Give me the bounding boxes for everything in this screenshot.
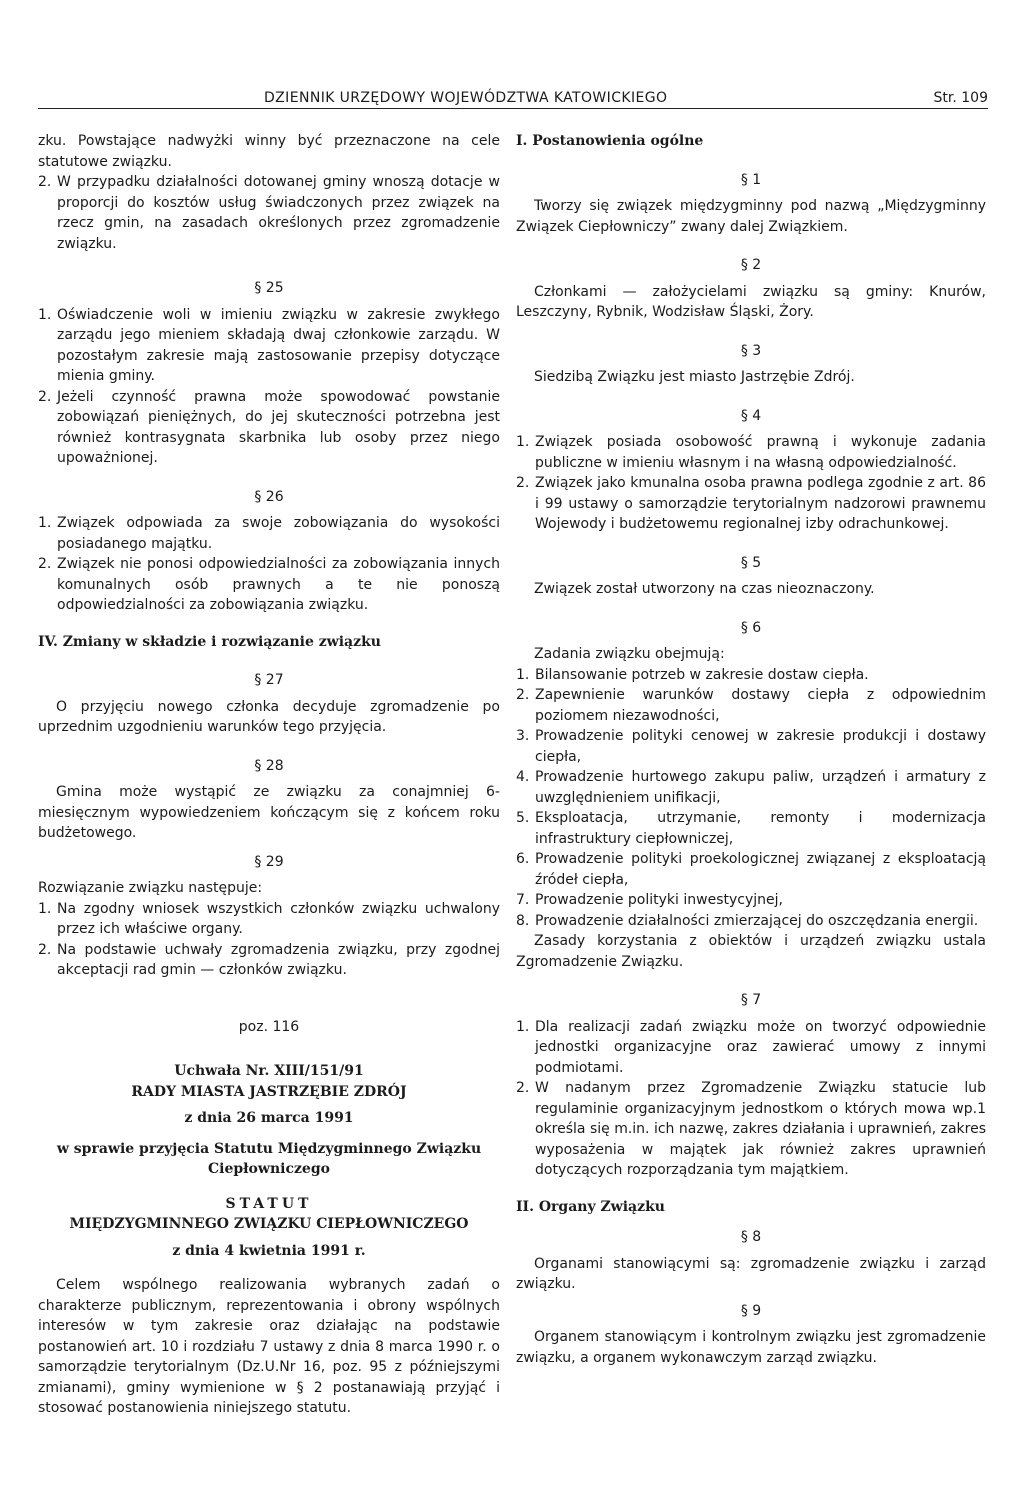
section-heading: § 29 (254, 853, 284, 870)
journal-title: DZIENNIK URZĘDOWY WOJEWÓDZTWA KATOWICKIEGO (264, 90, 668, 106)
list-item: 1. Dla realizacji zadań związku może on tworzyć odpowiednie jednostki organizacyjne oraz zawierać umowy z innymi podmiotami. (516, 1018, 986, 1076)
section-heading: § 7 (740, 992, 762, 1008)
list-item: 3. Prowadzenie polityki cenowej w zakresie produkcji i dostawy ciepła, (516, 728, 986, 765)
list-item: 2. Zapewnienie warunków dostawy ciepła z odpowiednim poziomem niezawodności, (516, 687, 986, 724)
list-item: 5. Eksploatacja, utrzymanie, remonty i modernizacja infrastruktury ciepłowniczej, (516, 810, 986, 847)
paragraph: Związek został utworzony na czas nieoznaczony. (534, 581, 875, 597)
list-item: 7. Prowadzenie polityki inwestycyjnej, (516, 892, 783, 908)
section-heading: § 4 (740, 407, 762, 424)
page-header (38, 86, 988, 109)
list-item: 2. Na podstawie uchwały zgromadzenia związku, przy zgodnej akceptacji rad gmin — członków związku. (38, 941, 500, 978)
paragraph: zku. Powstające nadwyżki winny być przeznaczone na cele statutowe związku. (38, 133, 500, 170)
list-item: 1. Oświadczenie woli w imieniu związku w zakresie zwykłego zarządu jego mieniem składają dwaj członkowie zarządu. W pozostałym zakresie mają zastosowanie przepisy dotyczące mienia gminy. (38, 306, 500, 384)
list-item: 2. Jeżeli czynność prawna może spowodować powstanie zobowiązań pieniężnych, do jej skuteczności potrzebna jest również kontrasygnata skarbnika lub osoby przez niego upoważnionej. (38, 388, 500, 466)
union-name: MIĘDZYGMINNEGO ZWIĄZKU CIEPŁOWNICZEGO (69, 1216, 469, 1232)
list-item: 1. Bilansowanie potrzeb w zakresie dostaw ciepła. (516, 666, 869, 683)
statute-date: z dnia 4 kwietnia 1991 r. (172, 1242, 366, 1259)
list-item: 1. Na zgodny wniosek wszystkich członków związku uchwalony przez ich właściwe organy. (38, 900, 500, 937)
paragraph: Tworzy się związek międzygminny pod nazwą „Międzygminny Związek Ciepłowniczy” zwany dalej Związkiem. (516, 198, 986, 235)
paragraph: Członkami — założycielami związku są gminy: Knurów, Leszczyny, Rybnik, Wodzisław Śląski, Żory. (516, 283, 986, 320)
section-heading: § 8 (740, 1229, 762, 1245)
resolution-title: Uchwała Nr. XIII/151/91 (174, 1063, 364, 1079)
left-column (38, 131, 500, 1419)
section-heading: § 26 (254, 488, 284, 505)
tasks-list (516, 665, 986, 932)
resolution-subject: w sprawie przyjęcia Statutu Międzygminnego Związku Ciepłowniczego (56, 1140, 482, 1177)
council-name: RADY MIASTA JASTRZĘBIE ZDRÓJ (131, 1083, 407, 1100)
page-number: Str. 109 (933, 90, 988, 106)
paragraph: Siedzibą Związku jest miasto Jastrzębie Zdrój. (534, 369, 855, 385)
statute-title: STATUT (225, 1195, 313, 1212)
section-heading: § 1 (740, 171, 762, 188)
paragraph: Organem stanowiącym i kontrolnym związku jest zgromadzenie związku, a organem wykonawczym zarząd związku. (516, 1329, 986, 1366)
right-column (516, 131, 986, 1368)
resolution-date: z dnia 26 marca 1991 (184, 1110, 354, 1126)
list-item: 1. Związek odpowiada za swoje zobowiązania do wysokości posiadanego majątku. (38, 515, 500, 552)
section-heading: § 5 (740, 554, 762, 571)
section-heading: § 9 (740, 1302, 762, 1319)
section-heading: § 27 (254, 672, 284, 688)
section-heading: § 28 (254, 757, 284, 774)
list-item: 8. Prowadzenie działalności zmierzającej do oszczędzania energii. (516, 912, 979, 929)
preamble: Celem wspólnego realizowania wybranych zadań o charakterze publicznym, reprezentowania i obrony wspólnych interesów w tym zakresie oraz działając na podstawie postanowień art. 10 i rozdziału 7 ustawy z dnia 8 marca 1990 r. o samorządzie terytorialnym (Dz.U.Nr 16, poz. 95 z późniejszymi zmianami), gminy wymienione w § 2 postanawiają przyjąć i stosować postanowienia niniejszego statutu. (38, 1277, 500, 1416)
paragraph: Zadania związku obejmują: (534, 646, 725, 662)
list-item: 2. W przypadku działalności dotowanej gminy wnoszą dotacje w proporcji do kosztów usług świadczonych przez związek na rzecz gmin, na zasadach określonych przez zgromadzenie związku. (38, 174, 500, 252)
section-heading: § 2 (740, 257, 762, 273)
paragraph: O przyjęciu nowego członka decyduje zgromadzenie po uprzednim uzgodnieniu warunków tego przyjęcia. (38, 698, 500, 735)
section-heading: § 25 (254, 280, 284, 296)
list-item: 2. Związek nie ponosi odpowiedzialności za zobowiązania innych komunalnych osób prawnych a te nie ponoszą odpowiedzialności za zobowiązania związku. (38, 556, 500, 613)
list-item: 1. Związek posiada osobowość prawną i wykonuje zadania publiczne w imieniu własnym i na własną odpowiedzialność. (516, 434, 986, 471)
list-item: 6. Prowadzenie polityki proekologicznej związanej z eksploatacją źródeł ciepła, (516, 851, 986, 888)
list-item: 4. Prowadzenie hurtowego zakupu paliw, urządzeń i armatury z uwzględnieniem unifikacji, (516, 769, 986, 806)
paragraph: Zasady korzystania z obiektów i urządzeń związku ustala Zgromadzenie Związku. (516, 933, 986, 970)
section-heading: § 3 (740, 342, 762, 359)
chapter-heading: I. Postanowienia ogólne (516, 133, 704, 149)
list-item: 2. Związek jako kmunalna osoba prawna podlega zgodnie z art. 86 i 99 ustawy o samorządzie terytorialnym nadzorowi prawnemu Wojewody i budżetowemu regionalnej izby odrachunkowej. (516, 475, 986, 532)
chapter-heading: II. Organy Związku (516, 1198, 665, 1215)
paragraph: Rozwiązanie związku następuje: (38, 880, 263, 896)
section-heading: § 6 (740, 619, 762, 636)
list-item: 2. W nadanym przez Zgromadzenie Związku statucie lub regulaminie organizacyjnym jednostkom o których mowa wp.1 określa się m.in. ich nazwę, zakres działania i uprawnień, zakres wyposażenia w majątek jak również zakres uprawnień dotyczących rozporządzania tym majątkiem. (516, 1080, 986, 1178)
position-number: poz. 116 (238, 1018, 300, 1035)
paragraph: Gmina może wystąpić ze związku za conajmniej 6-miesięcznym wypowiedzeniem kończącym się z końcem roku budżetowego. (38, 784, 500, 841)
chapter-heading: IV. Zmiany w składzie i rozwiązanie związku (38, 633, 381, 650)
paragraph: Organami stanowiącymi są: zgromadzenie związku i zarząd związku. (516, 1255, 986, 1292)
